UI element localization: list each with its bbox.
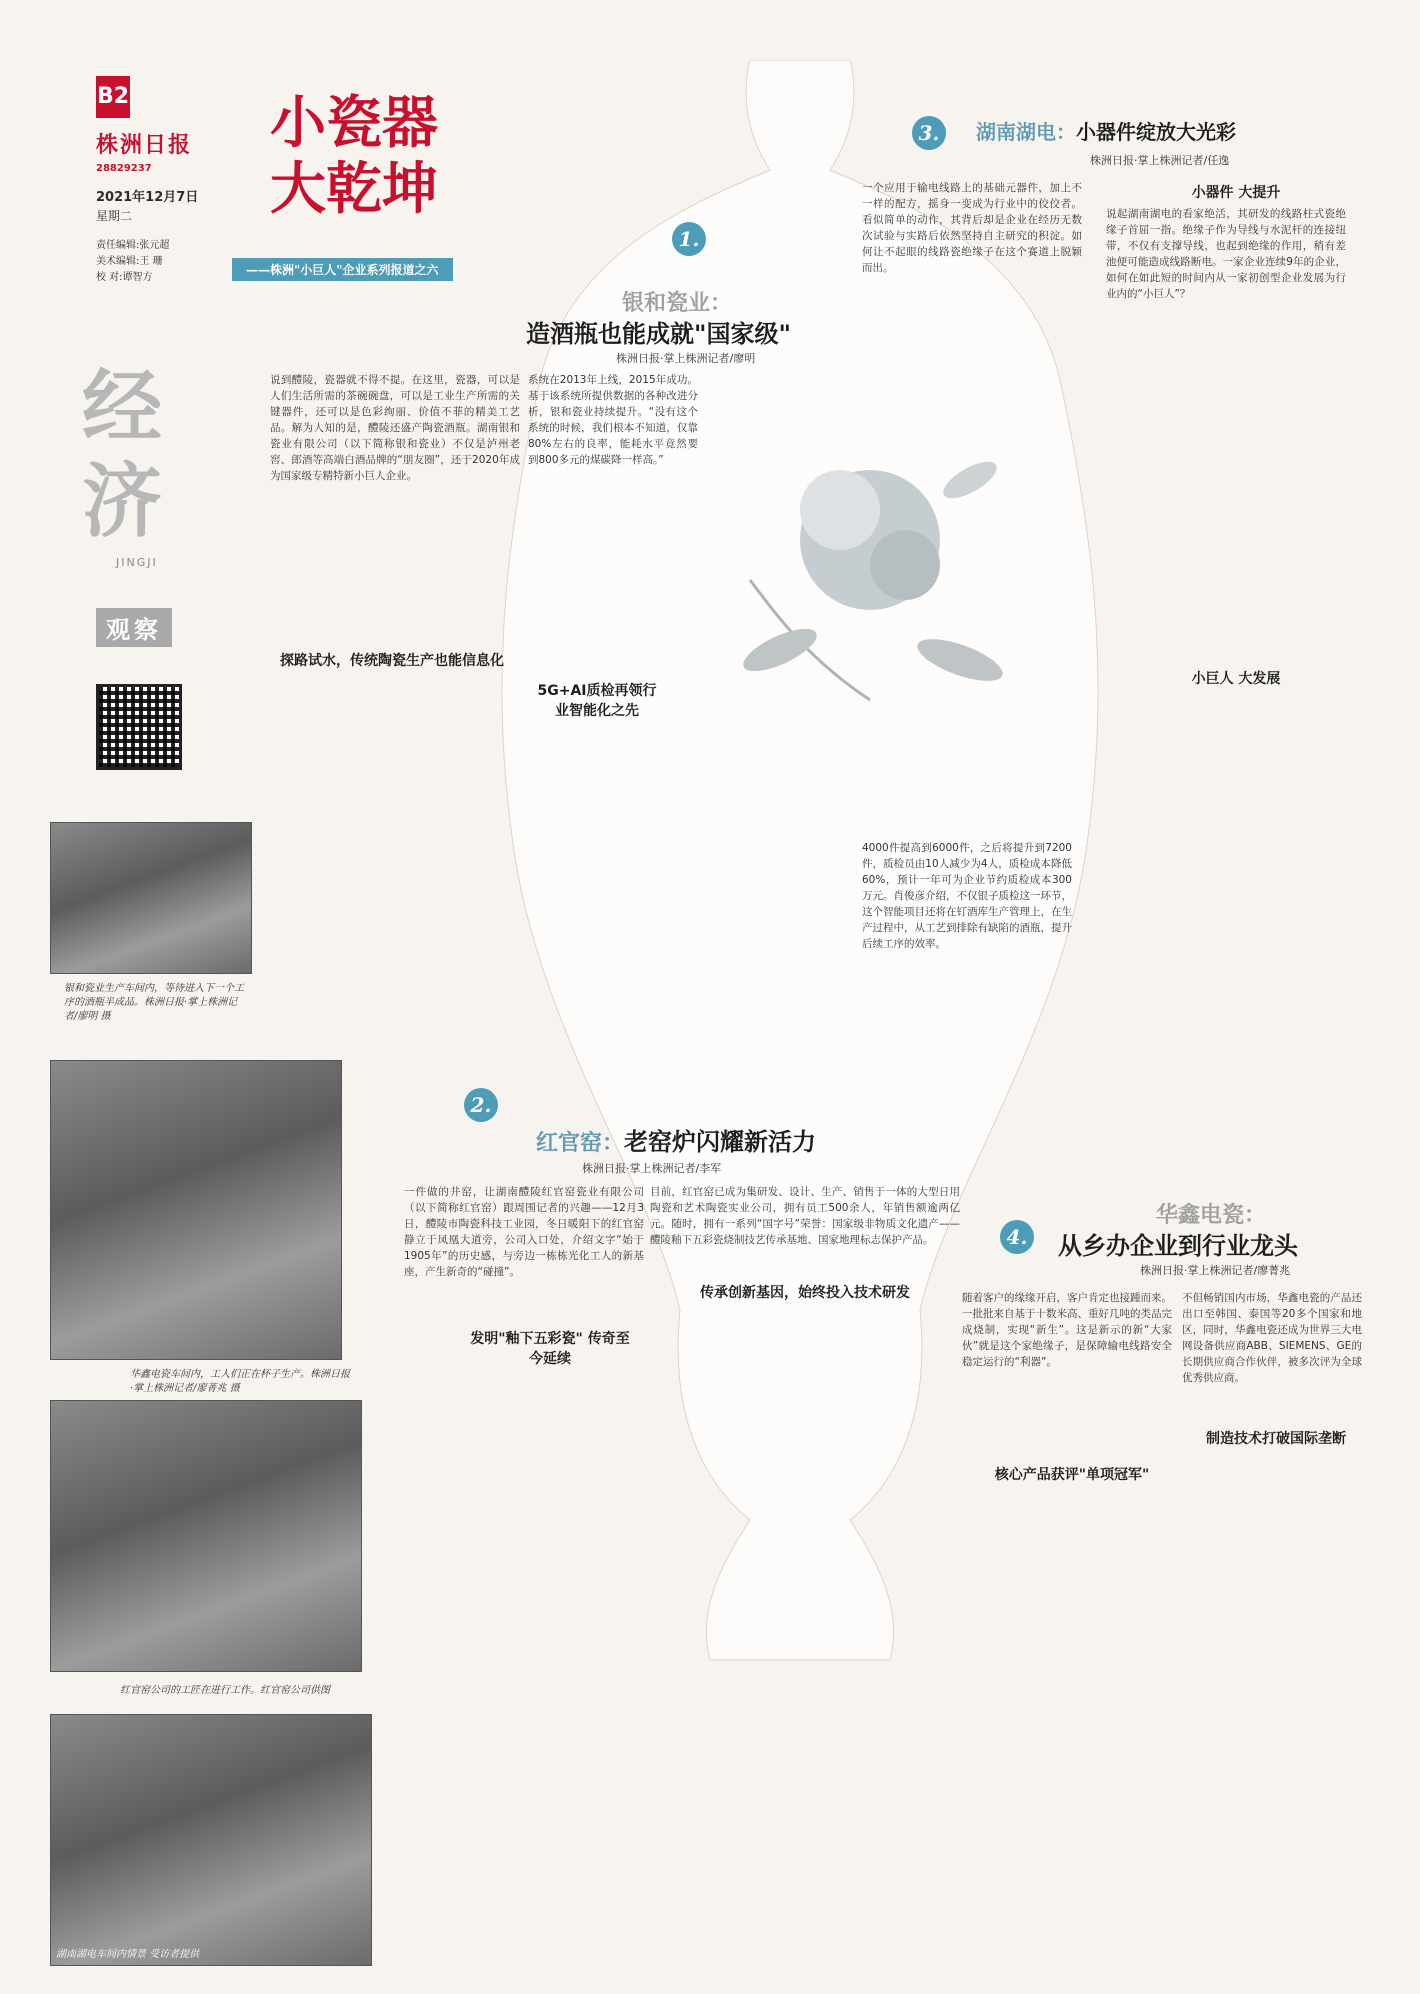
article-2-heading	[536, 1122, 816, 1157]
article-4-text-1: 随着客户的缘缘开启，客户肯定也接踵而来。一批批来自基于十数米高、重好几吨的类品完成烧制，实现“新生”。这是新示的新“大家伙”就是这个家绝缘子，是保障输电线路安全稳定运行的“利器”。	[962, 1292, 1172, 1368]
article-2-text-2: 目前，红官窑已成为集研发、设计、生产、销售于一体的大型日用陶瓷和艺术陶瓷实业公司，拥有员工500余人，年销售额逾两亿元。随时，拥有一系列“国字号”荣誉：国家级非物质文化遗产——醴陵釉下五彩瓷烧制技艺传承基地、国家地理标志保护产品。	[650, 1186, 960, 1246]
photo-bottle-workshop	[50, 822, 252, 974]
article-3-byline: 株洲日报·掌上株洲记者/任逸	[1090, 154, 1230, 167]
article-2-subhead-2: 传承创新基因，始终投入技术研发	[700, 1285, 910, 1301]
article-1-subhead-1: 探路试水，传统陶瓷生产也能信息化	[280, 653, 504, 669]
article-4-title: 从乡办企业到行业龙头	[1058, 1232, 1298, 1260]
article-4-subhead-2: 制造技术打破国际垄断	[1206, 1431, 1346, 1447]
issue-weekday: 星期二	[96, 209, 133, 223]
section-name: 经济	[82, 360, 162, 548]
paper-name: 株洲日报	[96, 132, 193, 158]
main-headline	[270, 90, 470, 222]
staff-editor: 责任编辑:张元超	[96, 240, 170, 251]
article-2-number: 2.	[464, 1088, 498, 1122]
article-1-text-2: 系统在2013年上线，2015年成功。基于该系统所提供数据的各种改进分析，银和瓷业持续提升。“没有这个系统的时候，我们根本不知道，仅靠80%左右的良率，能耗水平竟然要到800多元的煤碳降一样高。”	[528, 374, 698, 466]
article-4-text-2: 不但畅销国内市场，华鑫电瓷的产品还出口至韩国、泰国等20多个国家和地区，同时，华鑫电瓷还成为世界三大电网设备供应商ABB、SIEMENS、GE的长期供应商合作伙伴，被多次评为全球优秀供应商。	[1182, 1292, 1362, 1384]
article-1-subhead-2: 5G+AI质检再领行业智能化之先	[537, 683, 657, 719]
photo-worker-porcelain	[50, 1060, 342, 1360]
article-3-subhead-1: 小器件 大提升	[1191, 185, 1281, 201]
phone-number: 28829237	[96, 163, 152, 174]
section-sub-label: 观察	[96, 608, 172, 647]
article-2-company: 红官窑：	[536, 1131, 625, 1156]
article-1-title: 造酒瓶也能成就"国家级"	[526, 320, 792, 348]
staff-proofreader: 校 对:谭智方	[96, 272, 153, 283]
section-pinyin: JINGJI	[116, 556, 158, 569]
article-3-subhead-2: 小巨人 大发展	[1191, 671, 1281, 687]
article-1-byline: 株洲日报·掌上株洲记者/廖明	[616, 352, 756, 365]
caption-2: 华鑫电瓷车间内，工人们正在杯子生产。株洲日报·掌上株洲记者/廖菁兆 摄	[130, 1369, 350, 1394]
article-3-heading	[976, 116, 1236, 145]
article-4-subhead-1: 核心产品获评"单项冠军"	[994, 1467, 1150, 1483]
qr-code	[96, 684, 182, 770]
article-2-text-1: 一件做的井窑，让湖南醴陵红官窑瓷业有限公司（以下简称红官窑）跟周围记者的兴趣——12月3日，醴陵市陶瓷科技工业园，冬日暖阳下的红官窑静立于凤凰大道旁，公司入口处，介绍文字“始于1905年”的历史感，与旁边一栋栋光化工人的新基座，产生新奇的“碰撞”。	[404, 1186, 644, 1278]
article-1-number: 1.	[672, 222, 706, 256]
article-1-text-1: 说到醴陵，瓷器就不得不提。在这里，瓷器，可以是人们生活所需的茶碗碗盘，可以是工业生产所需的关键器件，还可以是色彩绚丽、价值不菲的精美工艺品。解为人知的是，醴陵还盛产陶瓷酒瓶。湖南银和瓷业有限公司（以下简称银和瓷业）不仅是泸州老窖、郎酒等高端白酒品牌的“朋友圈”，还于2020年成为国家级专精特新小巨人企业。	[270, 374, 520, 482]
article-1-company: 银和瓷业：	[622, 291, 733, 316]
caption-1: 银和瓷业生产车间内，等待进入下一个工序的酒瓶半成品。株洲日报·掌上株洲记者/廖明 摄	[64, 983, 244, 1022]
article-3-number: 3.	[912, 116, 946, 150]
article-3-title: 小器件绽放大光彩	[1076, 120, 1236, 144]
headline-line-2: 大乾坤	[270, 156, 438, 222]
caption-4: 湖南湖电车间内情景 受访者提供	[56, 1949, 200, 1960]
article-2-byline: 株洲日报·掌上株洲记者/李军	[582, 1162, 722, 1175]
masthead	[96, 76, 206, 286]
article-1-text-3: 4000件提高到6000件，之后将提升到7200件，质检员由10人减少为4人，质检成本降低60%，预计一年可为企业节约质检成本300万元。肖俊彦介绍，不仅银子质检这一环节，这个智能项目还将在钉酒库生产管理上，在生产过程中，从工艺到排除有缺陷的酒瓶，提升后续工序的效率。	[862, 842, 1072, 950]
article-4-number: 4.	[1000, 1220, 1034, 1254]
issue-date: 2021年12月7日	[96, 190, 199, 205]
article-4-company: 华鑫电瓷：	[1156, 1203, 1267, 1228]
photo-craftsman	[50, 1400, 362, 1672]
photo-factory-floor	[50, 1714, 372, 1966]
page-number: B2	[96, 76, 130, 118]
article-3-text-1: 一个应用于输电线路上的基础元器件，加上不一样的配方，摇身一变成为行业中的佼佼者。看似简单的动作，其背后却是企业在经历无数次试验与实路后依然坚持自主研究的积淀。如何让不起眼的线路瓷绝缘子在这个赛道上脱颖而出。	[862, 182, 1082, 274]
article-3-company: 湖南湖电：	[976, 120, 1076, 144]
staff-list	[96, 238, 206, 286]
article-2-subhead-1: 发明"釉下五彩瓷" 传奇至今延续	[470, 1331, 630, 1367]
article-4-byline: 株洲日报·掌上株洲记者/廖菁兆	[1140, 1264, 1291, 1277]
series-label: ——株洲"小巨人"企业系列报道之六	[232, 258, 453, 281]
article-3-text-2: 说起湖南湖电的看家绝活，其研发的线路柱式瓷绝缘子首屈一指。绝缘子作为导线与水泥杆的连接纽带，不仅有支撑导线，也起到绝缘的作用，稍有差池便可能造成线路断电。一家企业连续9年的企业，如何在如此短的时间内从一家初创型企业发展为行业内的“小巨人”？	[1106, 208, 1346, 300]
headline-line-1: 小瓷器	[270, 90, 438, 156]
article-2-title: 老窑炉闪耀新活力	[624, 1128, 817, 1156]
caption-3: 红官窑公司的工匠在进行工作。红官窑公司供图	[120, 1685, 330, 1696]
staff-art-editor: 美术编辑:王 珊	[96, 256, 163, 267]
